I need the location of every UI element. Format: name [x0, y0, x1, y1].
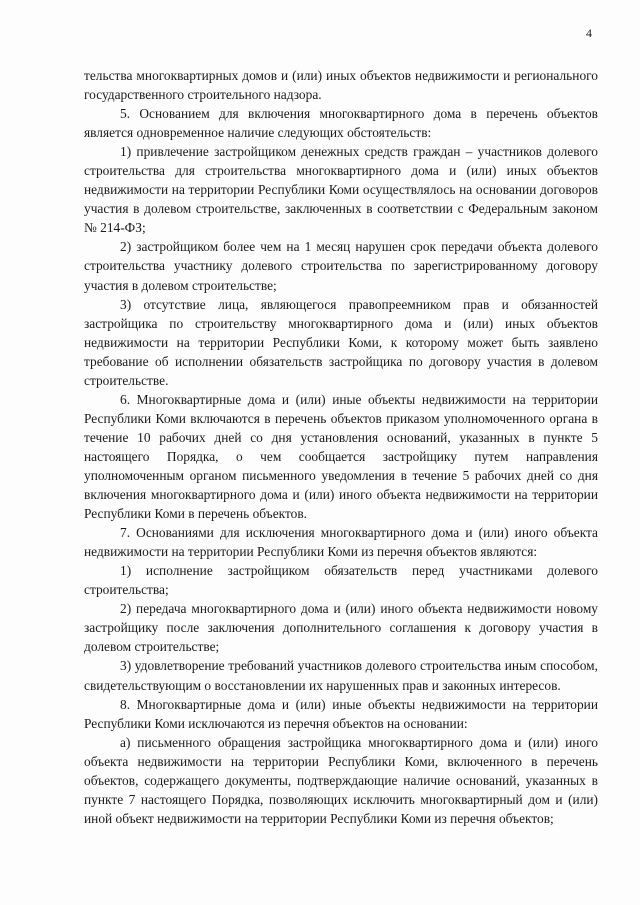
paragraph-continuation: тельства многоквартирных домов и (или) иных объектов недвижимости и регионального государственного строительного надзора.	[84, 68, 598, 103]
paragraph-clause-5-item-2: 2) застройщиком более чем на 1 месяц нарушен срок передачи объекта долевого строительства участнику долевого строительства по зарегистрированному договору участия в долевом строительстве;	[84, 239, 598, 293]
paragraph-clause-7-item-2: 2) передача многоквартирного дома и (или) иного объекта недвижимости новому застройщику после заключения дополнительного соглашения к договору участия в долевом строительстве;	[84, 601, 598, 655]
paragraph-clause-7: 7. Основаниями для исключения многоквартирного дома и (или) иного объекта недвижимости на территории Республики Коми из перечня объектов являются:	[84, 525, 598, 560]
paragraph-clause-8-item-a: а) письменного обращения застройщика многоквартирного дома и (или) иного объекта недвижимости на территории Республики Коми, включенного в перечень объектов, содержащего документы, подтверждающие наличие оснований, указанных в пункте 7 настоящего Порядка, позволяющих исключить многоквартирный дом и (или) иной объект недвижимости на территории Республики Коми из перечня объектов;	[84, 734, 598, 826]
paragraph-clause-7-item-3: 3) удовлетворение требований участников долевого строительства иным способом, свидетельствующим о восстановлении их нарушенных прав и законных интересов.	[84, 658, 598, 693]
page-number: 4	[586, 26, 592, 40]
paragraph-clause-5-item-3: 3) отсутствие лица, являющегося правопреемником прав и обязанностей застройщика по строительству многоквартирного дома и (или) иных объектов недвижимости на территории Республики Коми, к которому может быть заявлено требование об исполнении обязательств застройщика по договору участия в долевом строительстве.	[84, 296, 598, 388]
document-body	[84, 66, 598, 828]
paragraph-clause-8: 8. Многоквартирные дома и (или) иные объекты недвижимости на территории Республики Коми исключаются из перечня объектов на основании:	[84, 696, 598, 731]
paragraph-clause-5: 5. Основанием для включения многоквартирного дома в перечень объектов является одновременное наличие следующих обстоятельств:	[84, 106, 598, 141]
paragraph-clause-5-item-1: 1) привлечение застройщиком денежных средств граждан – участников долевого строительства для строительства многоквартирного дома и (или) иных объектов недвижимости на территории Республики Коми осуществлялось на основании договоров участия в долевом строительстве, заключенных в соответствии с Федеральным законом № 214-ФЗ;	[84, 144, 598, 236]
paragraph-clause-7-item-1: 1) исполнение застройщиком обязательств перед участниками долевого строительства;	[84, 563, 598, 598]
paragraph-clause-6: 6. Многоквартирные дома и (или) иные объекты недвижимости на территории Республики Коми включаются в перечень объектов приказом уполномоченного органа в течение 10 рабочих дней со дня установления оснований, указанных в пункте 5 настоящего Порядка, о чем сообщается застройщику путем направления уполномоченным органом письменного уведомления в течение 5 рабочих дней со дня включения многоквартирного дома и (или) иного объекта недвижимости на территории Республики Коми в перечень объектов.	[84, 391, 598, 522]
